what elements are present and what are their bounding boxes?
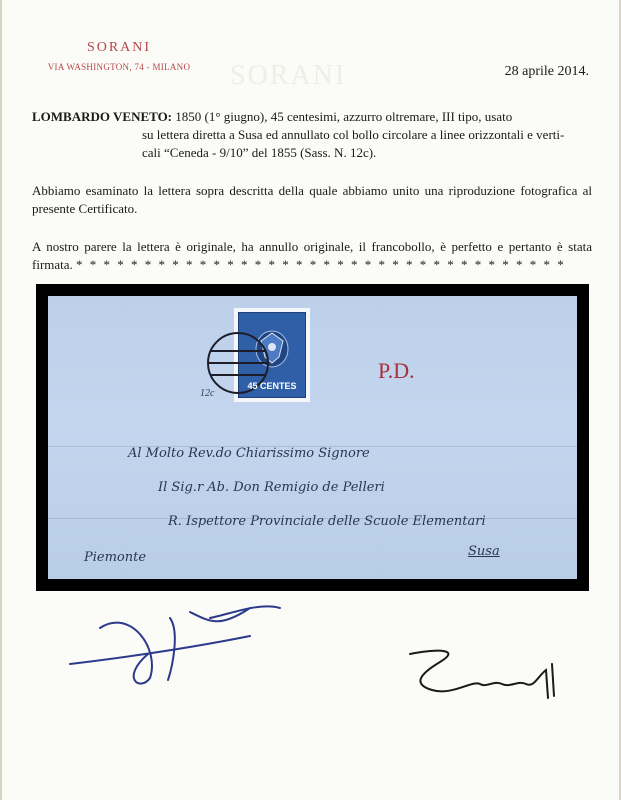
catalog-note: 12c <box>200 388 215 399</box>
stamp-description <box>32 108 592 162</box>
postage-stamp <box>234 308 310 402</box>
address-line-2: Il Sig.r Ab. Don Remigio de Pelleri <box>158 480 385 495</box>
signature-left-icon <box>60 588 300 698</box>
letterhead <box>24 40 214 72</box>
stamp-image <box>238 312 306 398</box>
examination-paragraph: Abbiamo esaminato la lettera sopra descritta della quale abbiamo unito una riproduzione fotografica al presente Certificato. <box>32 183 592 216</box>
star-line: * * * * * * * * * * * * * * * * * * * * * * * * * * * * * * * * * * * * <box>76 257 566 272</box>
address-line-1: Al Molto Rev.do Chiarissimo Signore <box>128 446 370 461</box>
description-line-2: su lettera diretta a Susa ed annullato col bollo circolare a linee orizzontali e verti- <box>142 127 565 142</box>
opinion-text: A nostro parere la lettera è originale, ha annullo originale, il francobollo, è perfetto e pertanto è stata firmata. <box>32 239 592 272</box>
envelope <box>48 296 577 579</box>
address-line-3: R. Ispettore Provinciale delle Scuole Elementari <box>168 514 486 529</box>
opinion-paragraph <box>32 238 592 274</box>
description-line-1: 1850 (1° giugno), 45 centesimi, azzurro oltremare, III tipo, usato <box>172 109 513 124</box>
description-lead: LOMBARDO VENETO: <box>32 109 173 124</box>
letter-city: Susa <box>468 544 500 559</box>
letter-photograph <box>36 284 589 591</box>
letter-region: Piemonte <box>84 550 147 565</box>
certificate-date: 28 aprile 2014. <box>504 64 589 79</box>
postal-mark: P.D. <box>378 358 415 383</box>
watermark: SORANI <box>230 60 347 91</box>
stamp-value: 45 CENTES <box>247 381 297 391</box>
brand-name: SORANI <box>86 40 152 55</box>
signature-right-icon <box>402 640 572 710</box>
description-line-3: cali “Ceneda - 9/10” del 1855 (Sass. N. 12c). <box>142 145 377 160</box>
brand-address: VIA WASHINGTON, 74 - MILANO <box>47 62 191 72</box>
